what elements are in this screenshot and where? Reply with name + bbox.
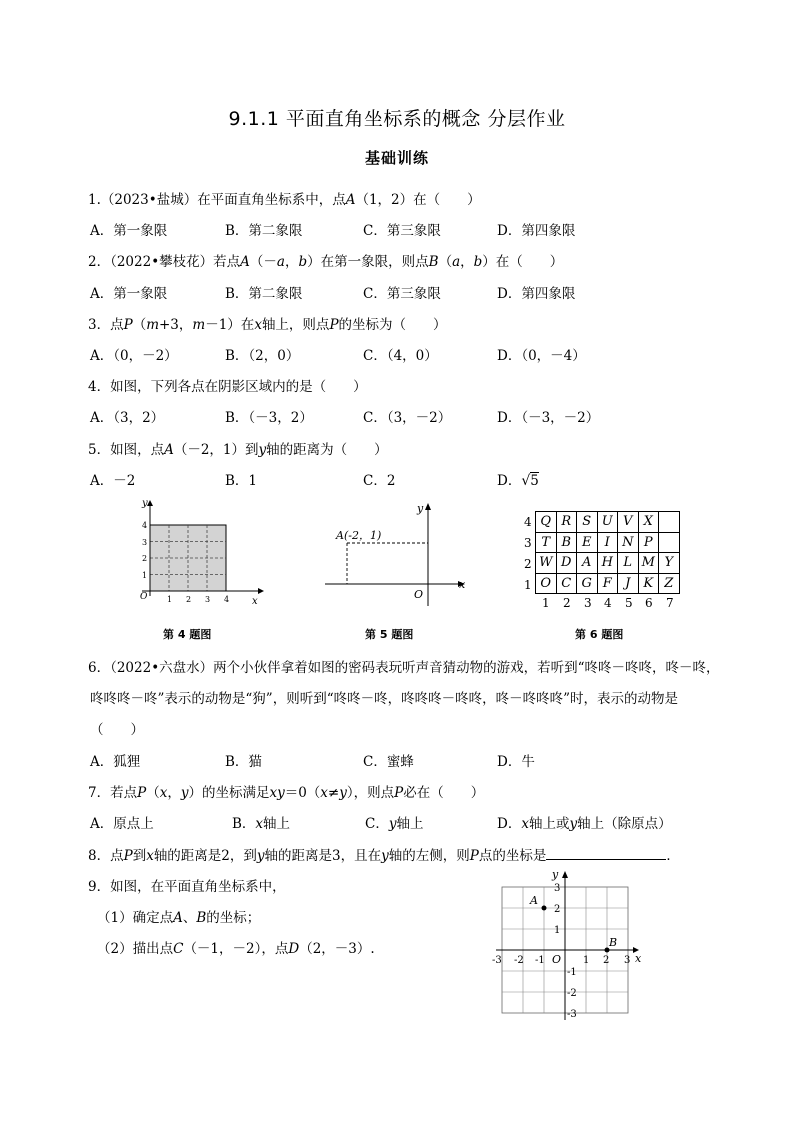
cipher-cell: B xyxy=(556,532,577,553)
cipher-cell: Y xyxy=(659,553,680,574)
question-9-part-2: （2）描出点C（－1，－2），点D（2，－3）. xyxy=(97,941,375,957)
table-row xyxy=(536,512,680,533)
fig9-y-tick-neg2: -2 xyxy=(567,988,577,999)
fig5-y-arrow xyxy=(425,503,431,510)
fig6-cipher-table xyxy=(535,511,680,594)
cipher-cell: H xyxy=(597,553,618,574)
cipher-cell: U xyxy=(597,512,618,533)
cipher-cell: S xyxy=(577,512,598,533)
q6-option-a[interactable]: A．狐狸 xyxy=(90,754,141,770)
fig9-y-tick-neg1: -1 xyxy=(567,967,577,978)
question-6-line-2: 咚咚咚－咚”表示的动物是“狗”，则听到“咚咚－咚，咚咚咚－咚咚，咚－咚咚咚”时，表示的动物是 xyxy=(90,691,679,707)
fig6-col-label-2: 2 xyxy=(563,596,571,610)
q3-option-c[interactable]: C．（4，0） xyxy=(363,348,438,364)
sqrt-radicand: 5 xyxy=(530,473,539,489)
q2-option-a[interactable]: A．第一象限 xyxy=(90,286,168,302)
q5-option-c[interactable]: C．2 xyxy=(363,473,396,489)
fig9-x-tick-1: 1 xyxy=(583,955,590,966)
table-row xyxy=(536,532,680,553)
cipher-cell: X xyxy=(638,512,659,533)
fig4-x-label: x xyxy=(252,596,258,607)
q5-option-b[interactable]: B．1 xyxy=(225,473,258,489)
fig4-x-tick-4: 4 xyxy=(224,595,230,604)
fig4-origin: O xyxy=(140,592,148,602)
fig9-y-label: y xyxy=(552,868,559,881)
q7-option-c[interactable]: C．y轴上 xyxy=(365,816,424,832)
question-6-line-3: （ ） xyxy=(90,722,144,738)
table-row xyxy=(536,553,680,574)
fig4-x-arrow xyxy=(258,588,264,594)
fig9-x-tick-neg3: -3 xyxy=(492,955,502,966)
cipher-cell: D xyxy=(556,553,577,574)
cipher-cell: E xyxy=(577,532,598,553)
question-9-part-1: （1）确定点A、B的坐标； xyxy=(97,910,261,926)
q6-option-c[interactable]: C．蜜蜂 xyxy=(363,754,414,770)
fig6-col-label-6: 6 xyxy=(645,596,653,610)
question-3: 3．点P（m+3，m－1）在x轴上，则点P的坐标为（ ） xyxy=(88,317,447,333)
figure-6-caption: 第 6 题图 xyxy=(575,628,624,641)
q8-answer-blank[interactable] xyxy=(546,847,666,860)
cipher-cell: G xyxy=(577,573,598,594)
fig4-x-tick-1: 1 xyxy=(167,595,173,604)
fig4-y-tick-2: 2 xyxy=(142,554,148,563)
fig9-y-arrow xyxy=(562,871,568,878)
q5-option-d[interactable]: D．√5 xyxy=(497,473,539,489)
fig4-y-tick-3: 3 xyxy=(142,538,148,547)
cipher-cell: T xyxy=(536,532,557,553)
section-subtitle: 基础训练 xyxy=(364,149,429,167)
page-title: 9.1.1 平面直角坐标系的概念 分层作业 xyxy=(228,108,566,130)
q2-option-c[interactable]: C．第三象限 xyxy=(363,286,441,302)
q3-option-d[interactable]: D．（0，－4） xyxy=(497,348,586,364)
q4-option-d[interactable]: D．（－3，－2） xyxy=(497,410,600,426)
cipher-cell: J xyxy=(618,573,639,594)
q7-option-a[interactable]: A．原点上 xyxy=(90,816,154,832)
question-7: 7．若点P（x，y）的坐标满足xy＝0（x≠y），则点P必在（ ） xyxy=(88,785,485,801)
q1-option-c[interactable]: C．第三象限 xyxy=(363,223,441,239)
fig9-x-tick-neg1: -1 xyxy=(535,955,545,966)
q4-option-b[interactable]: B．（－3，2） xyxy=(225,410,313,426)
cipher-cell: M xyxy=(638,553,659,574)
fig5-origin: O xyxy=(414,588,424,601)
cipher-cell: P xyxy=(638,532,659,553)
cipher-cell: W xyxy=(536,553,557,574)
fig4-y-tick-4: 4 xyxy=(142,521,148,530)
q3-option-b[interactable]: B．（2，0） xyxy=(225,348,300,364)
fig4-y-label: y xyxy=(142,498,148,509)
q5-option-a[interactable]: A．－2 xyxy=(90,473,136,489)
fig9-origin: O xyxy=(552,953,562,966)
cipher-cell: L xyxy=(618,553,639,574)
q2-option-d[interactable]: D．第四象限 xyxy=(497,286,576,302)
fig6-row-label-4: 4 xyxy=(524,515,532,529)
sqrt-symbol: √ xyxy=(521,473,531,489)
figure-5-graph xyxy=(320,498,470,608)
fig6-row-label-2: 2 xyxy=(524,557,532,571)
figure-9-graph xyxy=(488,862,648,1024)
figure-5-caption: 第 5 题图 xyxy=(365,628,414,641)
question-4: 4．如图，下列各点在阴影区域内的是（ ） xyxy=(88,379,367,395)
cipher-cell xyxy=(659,512,680,533)
q2-option-b[interactable]: B．第二象限 xyxy=(225,286,303,302)
q1-option-b[interactable]: B．第二象限 xyxy=(225,223,303,239)
fig6-col-label-5: 5 xyxy=(625,596,633,610)
fig6-row-label-3: 3 xyxy=(524,536,532,550)
cipher-cell: F xyxy=(597,573,618,594)
fig4-x-tick-2: 2 xyxy=(186,595,192,604)
q1-option-d[interactable]: D．第四象限 xyxy=(497,223,576,239)
fig6-col-label-4: 4 xyxy=(604,596,612,610)
question-9: 9．如图，在平面直角坐标系中， xyxy=(88,879,286,895)
fig9-y-tick-3: 3 xyxy=(554,883,561,894)
fig9-x-tick-2: 2 xyxy=(603,955,610,966)
cipher-cell: N xyxy=(618,532,639,553)
figure-4-caption: 第 4 题图 xyxy=(163,628,212,641)
fig4-y-arrow xyxy=(147,500,153,506)
fig9-x-tick-3: 3 xyxy=(624,955,631,966)
fig6-col-label-7: 7 xyxy=(666,596,674,610)
cipher-cell: V xyxy=(618,512,639,533)
fig5-point-label: A(-2，1) xyxy=(336,529,382,542)
fig9-point-a-label: A xyxy=(530,894,538,907)
cipher-cell: I xyxy=(597,532,618,553)
fig5-y-label: y xyxy=(417,502,424,515)
cipher-cell: K xyxy=(638,573,659,594)
fig4-y-tick-1: 1 xyxy=(142,571,148,580)
q7-option-b[interactable]: B．x轴上 xyxy=(232,816,291,832)
fig6-col-label-3: 3 xyxy=(584,596,592,610)
fig9-y-tick-1: 1 xyxy=(554,925,561,936)
cipher-cell: Z xyxy=(659,573,680,594)
cipher-cell: R xyxy=(556,512,577,533)
q7-option-d[interactable]: D．x轴上或y轴上（除原点） xyxy=(497,816,672,832)
fig9-x-label: x xyxy=(635,952,642,965)
fig6-row-label-1: 1 xyxy=(524,578,532,592)
cipher-cell: C xyxy=(556,573,577,594)
q6-option-d[interactable]: D．牛 xyxy=(497,754,535,770)
question-1: 1.（2023•盐城）在平面直角坐标系中，点A（1，2）在（ ） xyxy=(88,192,481,208)
question-5: 5．如图，点A（－2，1）到y轴的距离为（ ） xyxy=(88,442,388,458)
question-8: 8．点P到x轴的距离是2，到y轴的距离是3，且在y轴的左侧，则P点的坐标是 ． xyxy=(88,848,680,864)
question-2: 2．（2022•攀枝花）若点A（－a，b）在第一象限，则点B（a，b）在（ ） xyxy=(88,254,564,270)
fig9-x-tick-neg2: -2 xyxy=(514,955,524,966)
figure-4-graph xyxy=(130,496,270,614)
cipher-cell: Q xyxy=(536,512,557,533)
q4-option-c[interactable]: C．（3，－2） xyxy=(363,410,452,426)
fig9-point-a xyxy=(542,906,547,911)
fig4-x-tick-3: 3 xyxy=(205,595,211,604)
q3-option-a[interactable]: A．（0，－2） xyxy=(90,348,178,364)
fig9-y-tick-2: 2 xyxy=(554,904,561,915)
fig6-col-label-1: 1 xyxy=(542,596,550,610)
cipher-cell: O xyxy=(536,573,557,594)
table-row xyxy=(536,573,680,594)
q6-option-b[interactable]: B．猫 xyxy=(225,754,262,770)
cipher-cell xyxy=(659,532,680,553)
question-6-line-1: 6．（2022•六盘水）两个小伙伴拿着如图的密码表玩听声音猜动物的游戏，若听到“咚咚－咚咚，咚－咚， xyxy=(88,660,720,676)
fig5-x-label: x xyxy=(459,578,466,591)
fig9-y-tick-neg3: -3 xyxy=(567,1009,577,1020)
q4-option-a[interactable]: A．（3，2） xyxy=(90,410,165,426)
cipher-cell: A xyxy=(577,553,598,574)
q1-option-a[interactable]: A．第一象限 xyxy=(90,223,168,239)
fig9-point-b-label: B xyxy=(609,936,618,949)
